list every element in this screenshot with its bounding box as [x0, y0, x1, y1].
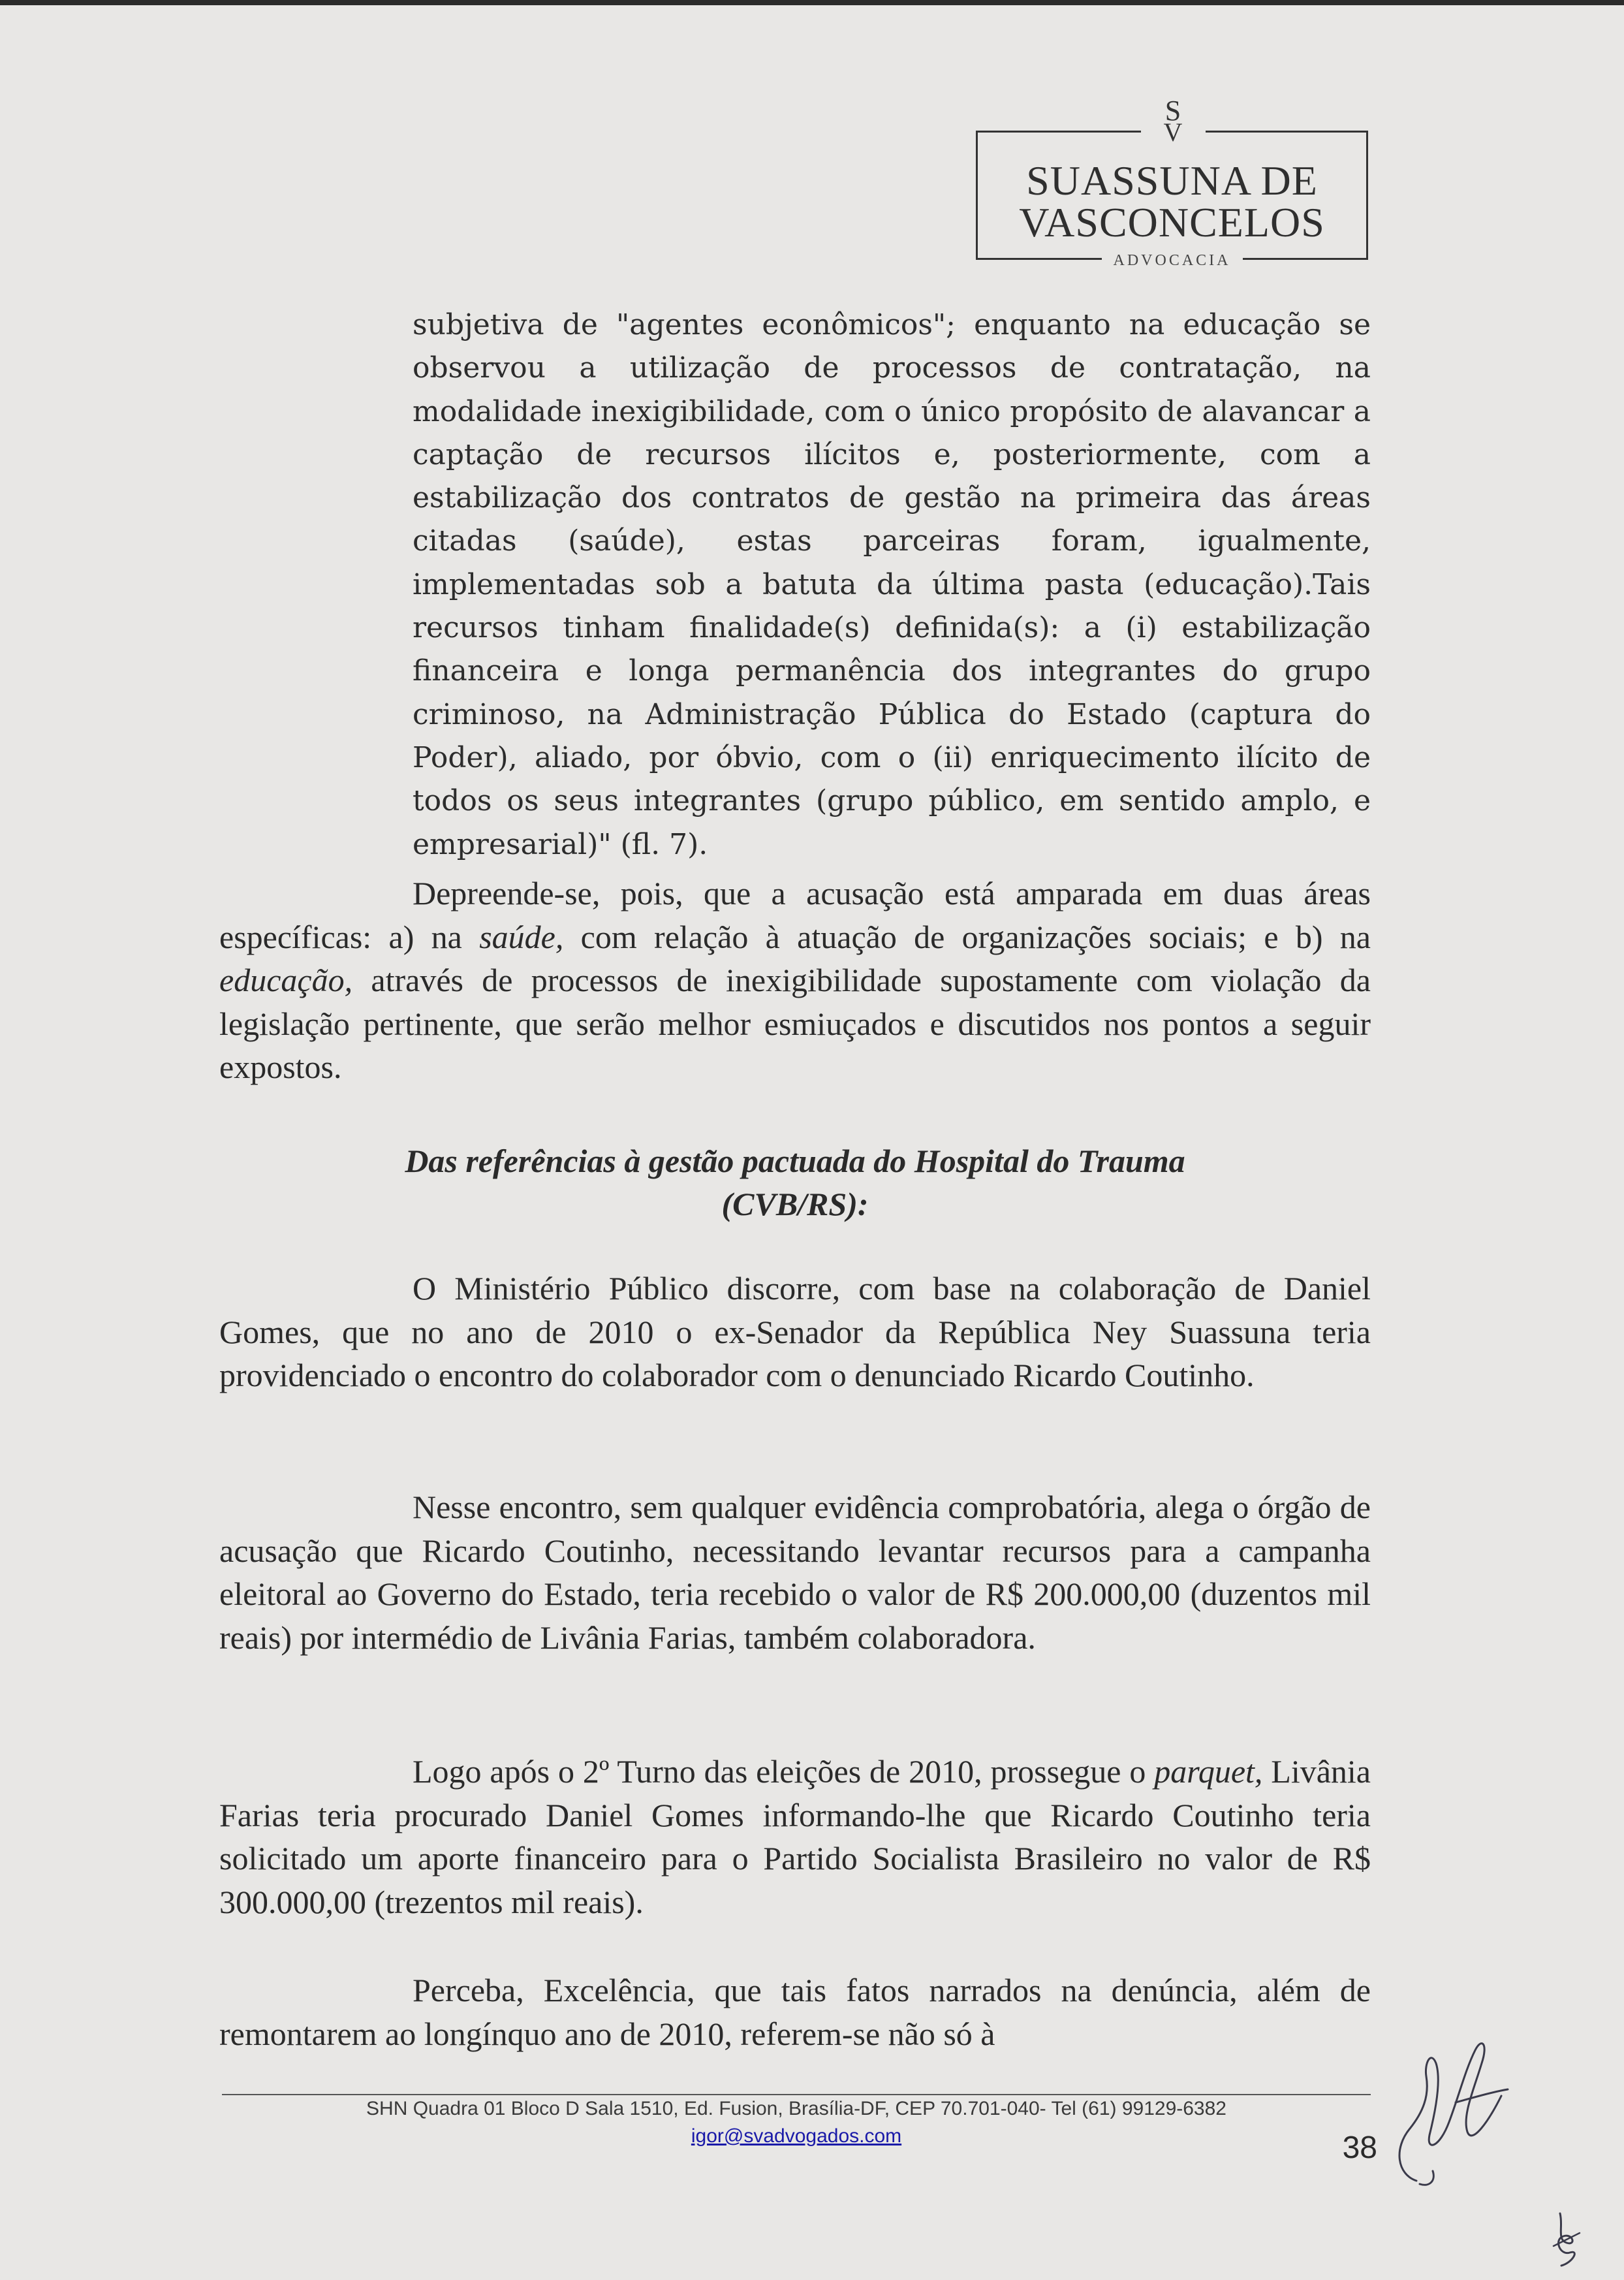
emphasis-saude: saúde,: [479, 918, 564, 955]
emphasis-educacao: educação,: [219, 962, 353, 998]
paragraph-segundo-turno: [219, 1750, 1371, 1924]
paragraph-areas-part2: com relação à atuação de organizações sociais; e b) na: [563, 918, 1371, 955]
paragraph-perceba: Perceba, Excelência, que tais fatos narrados na denúncia, além de remontarem ao longínquo ano de 2010, referem-se não só à: [219, 1972, 1371, 2052]
paragraph-encontro: Nesse encontro, sem qualquer evidência comprobatória, alega o órgão de acusação que Ricardo Coutinho, necessitando levantar recursos para a campanha eleitoral ao Governo do Estado, teria recebido o valor de R$ 200.000,00 (duzentos mil reais) por intermédio de Livânia Farias, também colaboradora.: [219, 1489, 1371, 1656]
emphasis-parquet: parquet,: [1154, 1753, 1263, 1790]
logo-frame-top-right: [1206, 131, 1368, 133]
svg-text:S: S: [1164, 98, 1181, 127]
paragraph-segundo-turno-part1: Logo após o 2º Turno das eleições de 2010, prossegue o: [413, 1753, 1155, 1790]
paragraph-areas: [219, 872, 1371, 1089]
section-heading-line1: Das referências à gestão pactuada do Hospital do Trauma: [405, 1143, 1185, 1179]
logo-firm-name: [976, 157, 1368, 245]
page-number: 38: [1342, 2130, 1377, 2165]
section-heading-line2: (CVB/RS):: [721, 1186, 869, 1222]
footer-address: SHN Quadra 01 Bloco D Sala 1510, Ed. Fusion, Brasília-DF, CEP 70.701-040- Tel (61) 99129-6382: [366, 2098, 1226, 2119]
logo-firm-name-line2: VASCONCELOS: [1019, 199, 1325, 245]
handwritten-initials: [1547, 2207, 1586, 2272]
page-top-edge: [0, 0, 1624, 5]
logo-subtitle: ADVOCACIA: [1102, 251, 1243, 270]
paragraph-segundo-turno-part2: Livânia Farias teria procurado Daniel Gomes informando-lhe que Ricardo Coutinho teria solicitado um aporte financeiro para o Partido Socialista Brasileiro no valor de R$ 300.000,00 (trezentos mil reais).: [219, 1753, 1371, 1920]
logo-monogram: [1141, 98, 1206, 146]
logo-subtitle-wrap: [976, 251, 1368, 270]
paragraph-areas-part3: através de processos de inexigibilidade supostamente com violação da legislação pertinente, que serão melhor esmiuçados e discutidos nos pontos a seguir expostos.: [219, 962, 1371, 1085]
firm-logo: [976, 98, 1371, 269]
paragraph-areas-part1: Depreende-se, pois, que a acusação está amparada em duas áreas específicas: a) na: [219, 875, 1371, 955]
logo-frame-top-left: [976, 131, 1141, 133]
footer-divider: [222, 2094, 1371, 2095]
logo-firm-name-line1: SUASSUNA DE: [1026, 157, 1318, 204]
section-heading: [219, 1139, 1371, 1226]
handwritten-signature: [1390, 2024, 1514, 2194]
footer-email-wrap: [222, 2123, 1371, 2149]
quoted-excerpt: subjetiva de "agentes econômicos"; enquanto na educação se observou a utilização de processos de contratação, na modalidade inexigibilidade, com o único propósito de alavancar a captação de recursos ilícitos e, posteriormente, com a estabilização dos contratos de gestão na primeira das áreas citadas (saúde), estas parceiras foram, igualmente, implementadas sob a batuta da última pasta (educação).Tais recursos tinham finalidade(s) definida(s): a (i) estabilização financeira e longa permanência dos integrantes do grupo criminoso, na Administração Pública do Estado (captura do Poder), aliado, por óbvio, com o (ii) enriquecimento ilícito de todos os seus integrantes (grupo público, em sentido amplo, e empresarial)" (fl. 7).: [413, 308, 1371, 861]
svg-text:V: V: [1163, 118, 1183, 144]
paragraph-ministerio: O Ministério Público discorre, com base na colaboração de Daniel Gomes, que no ano de 2010 o ex-Senador da República Ney Suassuna teria providenciado o encontro do colaborador com o denunciado Ricardo Coutinho.: [219, 1270, 1371, 1393]
footer-email-link[interactable]: igor@svadvogados.com: [691, 2125, 902, 2147]
